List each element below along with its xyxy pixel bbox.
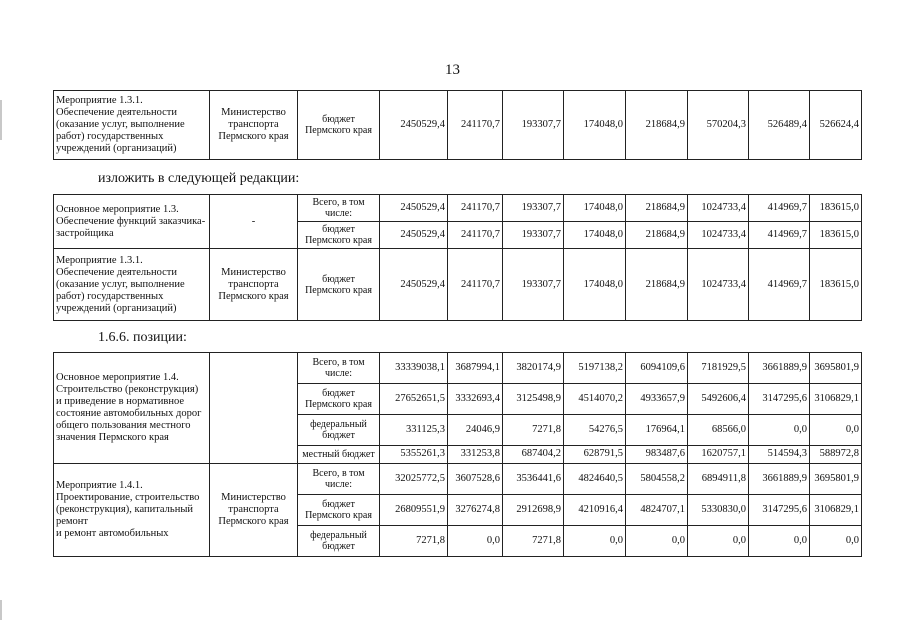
value-cell: 7271,8 bbox=[503, 525, 564, 556]
value-cell: 1024733,4 bbox=[688, 195, 749, 222]
scan-edge bbox=[0, 600, 2, 620]
value-cell: 0,0 bbox=[448, 525, 503, 556]
value-cell: 218684,9 bbox=[626, 195, 688, 222]
measure-name: Мероприятие 1.3.1. Обеспечение деятельности (оказание услуг, выполнение работ) государственных учреждений (организаций) bbox=[54, 249, 210, 321]
value-cell: 0,0 bbox=[810, 415, 862, 446]
executor: Министерство транспорта Пермского края bbox=[210, 249, 298, 321]
value-cell: 3106829,1 bbox=[810, 384, 862, 415]
value-cell: 26809551,9 bbox=[380, 494, 448, 525]
value-cell: 570204,3 bbox=[688, 91, 749, 160]
value-cell: 0,0 bbox=[749, 525, 810, 556]
value-cell: 0,0 bbox=[810, 525, 862, 556]
value-cell: 3276274,8 bbox=[448, 494, 503, 525]
value-cell: 983487,6 bbox=[626, 446, 688, 464]
funding-source: федеральный бюджет bbox=[298, 415, 380, 446]
table-row bbox=[54, 195, 862, 222]
value-cell: 218684,9 bbox=[626, 249, 688, 321]
funding-source: бюджет Пермского края bbox=[298, 91, 380, 160]
value-cell: 3695801,9 bbox=[810, 353, 862, 384]
value-cell: 331125,3 bbox=[380, 415, 448, 446]
value-cell: 5330830,0 bbox=[688, 494, 749, 525]
value-cell: 183615,0 bbox=[810, 222, 862, 249]
table-row bbox=[54, 463, 862, 494]
funding-source: Всего, в том числе: bbox=[298, 195, 380, 222]
value-cell: 33339038,1 bbox=[380, 353, 448, 384]
value-cell: 241170,7 bbox=[448, 91, 503, 160]
value-cell: 3332693,4 bbox=[448, 384, 503, 415]
value-cell: 218684,9 bbox=[626, 222, 688, 249]
measure-name: Мероприятие 1.4.1. Проектирование, строительство (реконструкция), капитальный ремонт и ремонт автомобильных bbox=[54, 463, 210, 556]
value-cell: 4210916,4 bbox=[564, 494, 626, 525]
value-cell: 1620757,1 bbox=[688, 446, 749, 464]
executor: - bbox=[210, 195, 298, 249]
value-cell: 183615,0 bbox=[810, 195, 862, 222]
value-cell: 6094109,6 bbox=[626, 353, 688, 384]
value-cell: 687404,2 bbox=[503, 446, 564, 464]
funding-source: местный бюджет bbox=[298, 446, 380, 464]
value-cell: 2912698,9 bbox=[503, 494, 564, 525]
value-cell: 241170,7 bbox=[448, 222, 503, 249]
value-cell: 3661889,9 bbox=[749, 353, 810, 384]
value-cell: 193307,7 bbox=[503, 91, 564, 160]
value-cell: 5492606,4 bbox=[688, 384, 749, 415]
value-cell: 4824640,5 bbox=[564, 463, 626, 494]
table-measure-original bbox=[53, 90, 862, 160]
value-cell: 68566,0 bbox=[688, 415, 749, 446]
value-cell: 193307,7 bbox=[503, 195, 564, 222]
value-cell: 0,0 bbox=[749, 415, 810, 446]
value-cell: 0,0 bbox=[564, 525, 626, 556]
value-cell: 54276,5 bbox=[564, 415, 626, 446]
value-cell: 3536441,6 bbox=[503, 463, 564, 494]
value-cell: 3147295,6 bbox=[749, 494, 810, 525]
funding-source: Всего, в том числе: bbox=[298, 463, 380, 494]
value-cell: 414969,7 bbox=[749, 249, 810, 321]
value-cell: 6894911,8 bbox=[688, 463, 749, 494]
value-cell: 174048,0 bbox=[564, 222, 626, 249]
value-cell: 526489,4 bbox=[749, 91, 810, 160]
table-positions bbox=[53, 352, 862, 557]
page-number: 13 bbox=[445, 62, 460, 78]
value-cell: 174048,0 bbox=[564, 195, 626, 222]
value-cell: 628791,5 bbox=[564, 446, 626, 464]
value-cell: 183615,0 bbox=[810, 249, 862, 321]
value-cell: 0,0 bbox=[626, 525, 688, 556]
measure-name: Основное мероприятие 1.4. Строительство (реконструкция) и приведение в нормативное состояние автомобильных дорог общего пользования местного значения Пермского края bbox=[54, 353, 210, 464]
value-cell: 1024733,4 bbox=[688, 222, 749, 249]
heading-positions: 1.6.6. позиции: bbox=[98, 330, 187, 345]
value-cell: 3125498,9 bbox=[503, 384, 564, 415]
table-row bbox=[54, 249, 862, 321]
value-cell: 7271,8 bbox=[380, 525, 448, 556]
funding-source: бюджет Пермского края bbox=[298, 384, 380, 415]
table-row bbox=[54, 353, 862, 384]
value-cell: 4824707,1 bbox=[626, 494, 688, 525]
executor: Министерство транспорта Пермского края bbox=[210, 91, 298, 160]
value-cell: 3147295,6 bbox=[749, 384, 810, 415]
value-cell: 3695801,9 bbox=[810, 463, 862, 494]
funding-source: Всего, в том числе: bbox=[298, 353, 380, 384]
funding-source: бюджет Пермского края bbox=[298, 222, 380, 249]
value-cell: 3687994,1 bbox=[448, 353, 503, 384]
value-cell: 27652651,5 bbox=[380, 384, 448, 415]
value-cell: 5197138,2 bbox=[564, 353, 626, 384]
value-cell: 218684,9 bbox=[626, 91, 688, 160]
value-cell: 174048,0 bbox=[564, 91, 626, 160]
executor: Министерство транспорта Пермского края bbox=[210, 463, 298, 556]
value-cell: 241170,7 bbox=[448, 249, 503, 321]
value-cell: 5804558,2 bbox=[626, 463, 688, 494]
value-cell: 2450529,4 bbox=[380, 249, 448, 321]
value-cell: 0,0 bbox=[688, 525, 749, 556]
value-cell: 174048,0 bbox=[564, 249, 626, 321]
value-cell: 4514070,2 bbox=[564, 384, 626, 415]
funding-source: бюджет Пермского края bbox=[298, 494, 380, 525]
funding-source: федеральный бюджет bbox=[298, 525, 380, 556]
value-cell: 331253,8 bbox=[448, 446, 503, 464]
value-cell: 193307,7 bbox=[503, 222, 564, 249]
value-cell: 32025772,5 bbox=[380, 463, 448, 494]
value-cell: 3106829,1 bbox=[810, 494, 862, 525]
value-cell: 3820174,9 bbox=[503, 353, 564, 384]
funding-source: бюджет Пермского края bbox=[298, 249, 380, 321]
value-cell: 414969,7 bbox=[749, 195, 810, 222]
value-cell: 24046,9 bbox=[448, 415, 503, 446]
measure-name: Основное мероприятие 1.3. Обеспечение функций заказчика-застройщика bbox=[54, 195, 210, 249]
table-new-edition bbox=[53, 194, 862, 321]
scan-edge bbox=[0, 100, 2, 140]
value-cell: 2450529,4 bbox=[380, 195, 448, 222]
value-cell: 193307,7 bbox=[503, 249, 564, 321]
value-cell: 2450529,4 bbox=[380, 91, 448, 160]
executor bbox=[210, 353, 298, 464]
value-cell: 3661889,9 bbox=[749, 463, 810, 494]
value-cell: 176964,1 bbox=[626, 415, 688, 446]
value-cell: 414969,7 bbox=[749, 222, 810, 249]
value-cell: 7271,8 bbox=[503, 415, 564, 446]
heading-new-edition: изложить в следующей редакции: bbox=[98, 171, 300, 186]
value-cell: 241170,7 bbox=[448, 195, 503, 222]
value-cell: 3607528,6 bbox=[448, 463, 503, 494]
table-row bbox=[54, 91, 862, 160]
value-cell: 7181929,5 bbox=[688, 353, 749, 384]
value-cell: 4933657,9 bbox=[626, 384, 688, 415]
value-cell: 1024733,4 bbox=[688, 249, 749, 321]
value-cell: 526624,4 bbox=[810, 91, 862, 160]
value-cell: 2450529,4 bbox=[380, 222, 448, 249]
value-cell: 5355261,3 bbox=[380, 446, 448, 464]
value-cell: 514594,3 bbox=[749, 446, 810, 464]
value-cell: 588972,8 bbox=[810, 446, 862, 464]
measure-name: Мероприятие 1.3.1. Обеспечение деятельности (оказание услуг, выполнение работ) государственных учреждений (организаций) bbox=[54, 91, 210, 160]
